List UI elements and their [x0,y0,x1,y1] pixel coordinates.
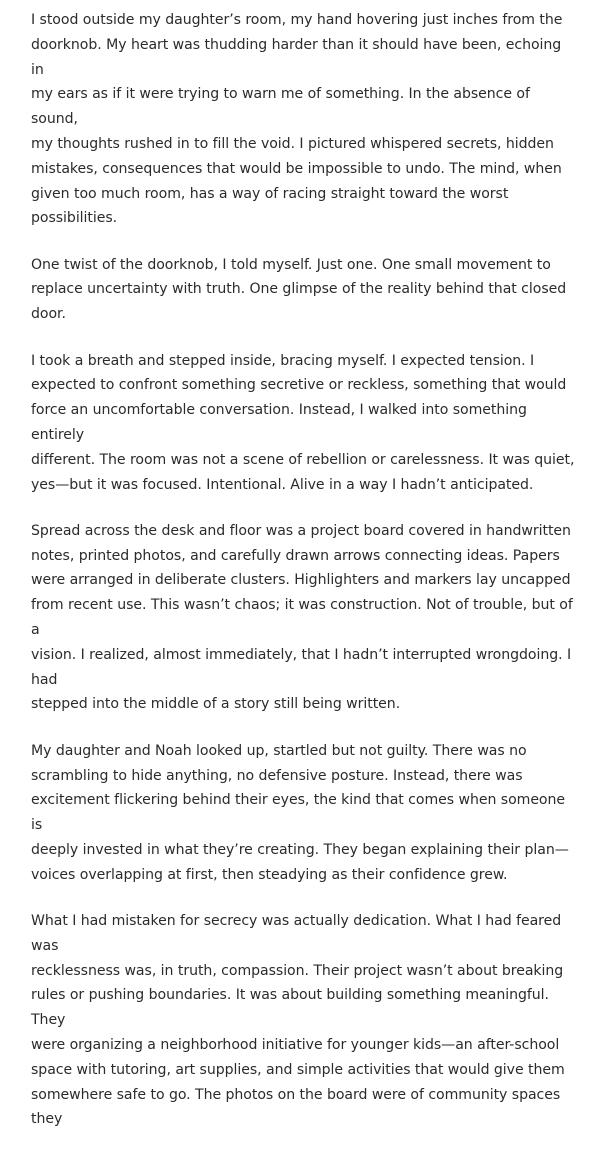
article-body [31,8,576,1154]
paragraph: I took a breath and stepped inside, bracing myself. I expected tension. I expected to confront something secretive or reckless, something that would force an uncomfortable conversation. Instead, I walked into something entirely different. The room was not a scene of rebellion or carelessness. It was quiet, yes—but it was focused. Intentional. Alive in a way I hadn’t anticipated. [31,352,575,493]
paragraph: One twist of the doorknob, I told myself. Just one. One small movement to replace uncertainty with truth. One glimpse of the reality behind that closed door. [31,256,567,323]
paragraph: My daughter and Noah looked up, startled but not guilty. There was no scrambling to hide anything, no defensive posture. Instead, there was excitement flickering behind their eyes, the kind that comes when someone is deeply invested in what they’re creating. They began explaining their plan— voices overlapping at first, then steadying as their confidence grew. [31,742,569,883]
paragraph: What I had mistaken for secrecy was actually dedication. What I had feared was recklessness was, in truth, compassion. Their project wasn’t about breaking rules or pushing boundaries. It was about building something meaningful. They were organizing a neighborhood initiative for younger kids—an after-school space with tutoring, art supplies, and simple activities that would give them somewhere safe to go. The photos on the board were of community spaces they [31,913,565,1128]
paragraph: Spread across the desk and floor was a project board covered in handwritten notes, printed photos, and carefully drawn arrows connecting ideas. Papers were arranged in deliberate clusters. Highlighters and markers lay uncapped from recent use. This wasn’t chaos; it was construction. Not of trouble, but of a vision. I realized, almost immediately, that I hadn’t interrupted wrongdoing. I had stepped into the middle of a story still being written. [31,522,573,713]
paragraph: I stood outside my daughter’s room, my hand hovering just inches from the doorknob. My heart was thudding harder than it should have been, echoing in my ears as if it were trying to warn me of something. In the absence of sound, my thoughts rushed in to fill the void. I pictured whispered secrets, hidden mistakes, consequences that would be impossible to undo. The mind, when given too much room, has a way of racing straight toward the worst possibilities. [31,12,563,227]
